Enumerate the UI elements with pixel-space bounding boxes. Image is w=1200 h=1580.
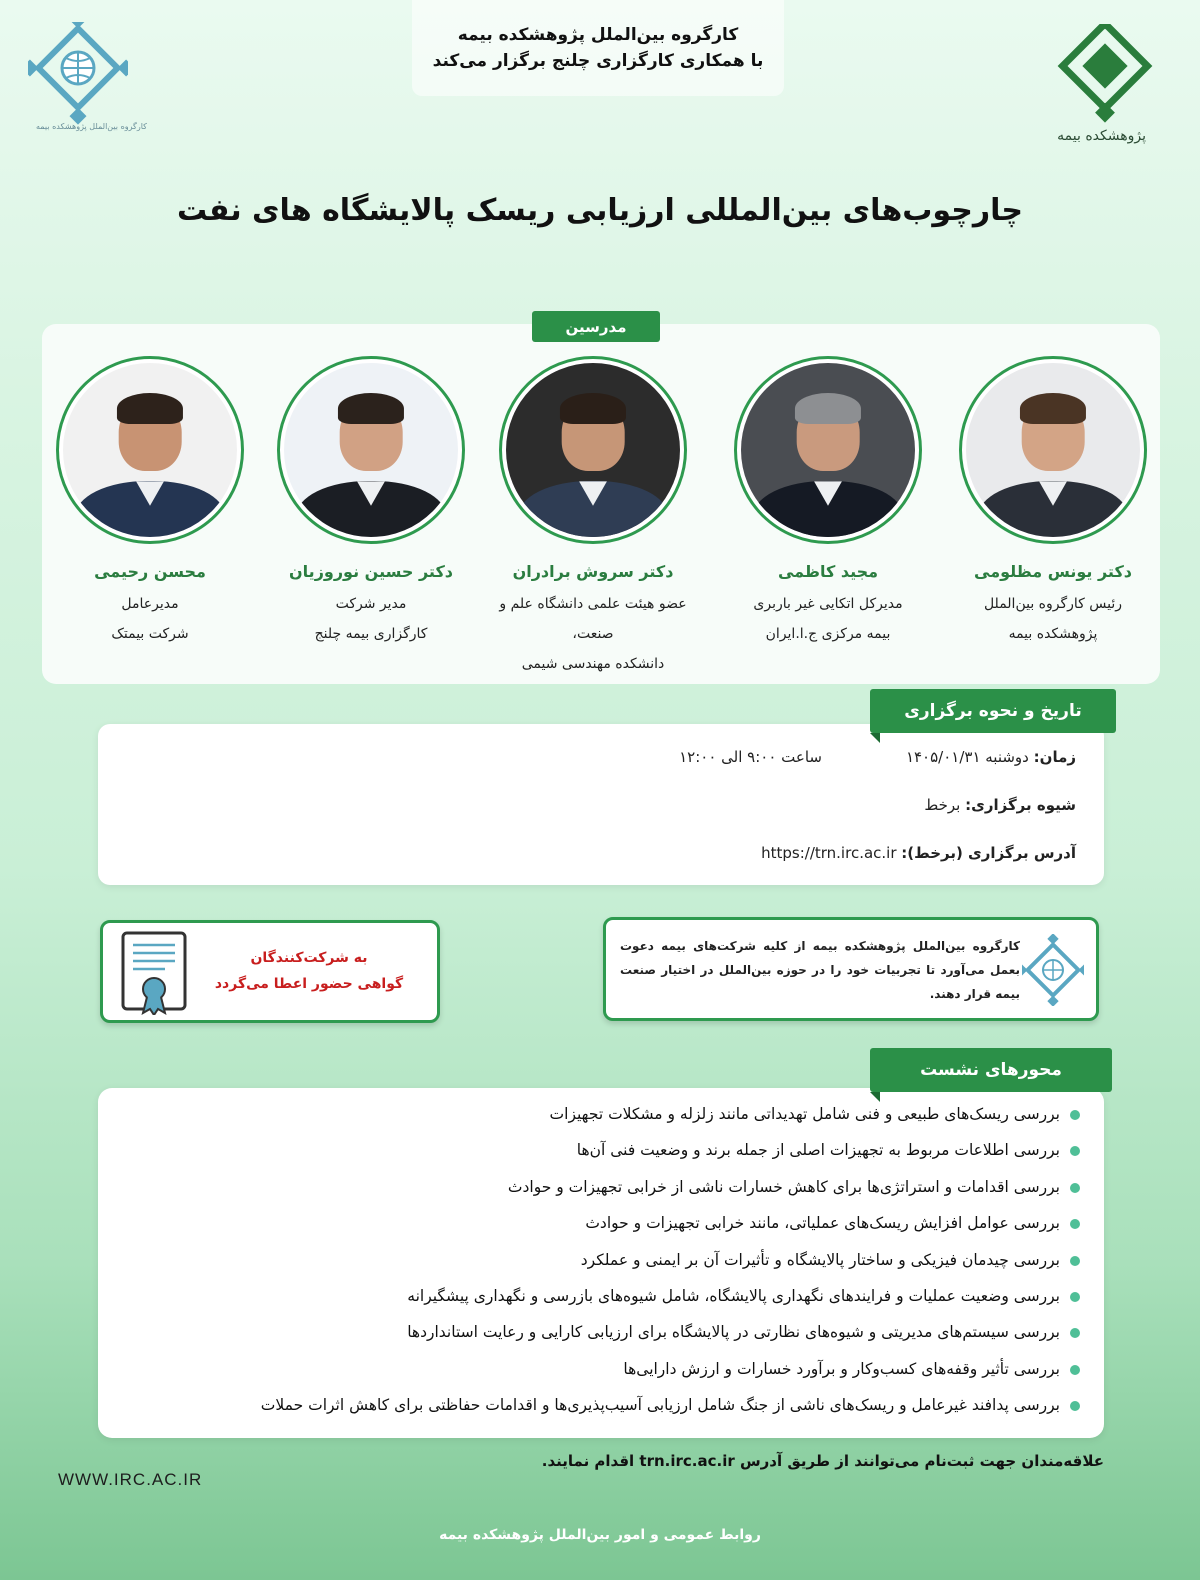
footer-credit: روابط عمومی و امور بین‌الملل پژوهشکده بیمه xyxy=(439,1527,761,1543)
method-value: برخط xyxy=(924,796,961,814)
instructors-label: مدرسین xyxy=(532,311,660,342)
list-item: بررسی ریسک‌های طبیعی و فنی شامل تهدیداتی مانند زلزله و مشکلات تجهیزات xyxy=(261,1096,1080,1132)
invitation-box xyxy=(603,917,1099,1021)
header-line-2: با همکاری کارگزاری چلنج برگزار می‌کند xyxy=(432,51,764,71)
bullet-icon xyxy=(1070,1292,1080,1302)
topics-card xyxy=(98,1088,1104,1438)
method-label: شیوه برگزاری: xyxy=(965,796,1076,814)
address-label: آدرس برگزاری (برخط): xyxy=(901,844,1076,862)
address-link[interactable]: https://trn.irc.ac.ir xyxy=(761,844,897,862)
speaker-organization: پژوهشکده بیمه xyxy=(1008,626,1098,642)
time-value: ساعت ۹:۰۰ الی ۱۲:۰۰ xyxy=(679,748,822,766)
speaker-photo xyxy=(734,356,922,544)
speaker-photo xyxy=(499,356,687,544)
speaker-role: مدیرکل اتکایی غیر باربری xyxy=(753,596,903,612)
page-title: چارچوب‌های بین‌المللی ارزیابی ریسک پالایشگاه های نفت xyxy=(177,193,1023,228)
certificate-line-2: گواهی حضور اعطا می‌گردد xyxy=(214,976,404,992)
header-banner xyxy=(412,0,784,96)
certificate-text xyxy=(209,945,409,997)
speaker-photo xyxy=(56,356,244,544)
list-item: بررسی اقدامات و استراتژی‌ها برای کاهش خسارات ناشی از خرابی تجهیزات و حوادث xyxy=(261,1169,1080,1205)
list-item: بررسی اطلاعات مربوط به تجهیزات اصلی از جمله برند و وضعیت فنی آن‌ها xyxy=(261,1132,1080,1168)
list-item: بررسی چیدمان فیزیکی و ساختار پالایشگاه و تأثیرات آن بر ایمنی و عملکرد xyxy=(261,1242,1080,1278)
speaker-role: مدیرعامل xyxy=(121,596,179,612)
bullet-icon xyxy=(1070,1219,1080,1229)
invitation-text: کارگروه بین‌الملل پژوهشکده بیمه از کلیه شرکت‌های بیمه دعوت بعمل می‌آورد تا تجربیات خود را در حوزه بین‌الملل در اختیار صنعت بیمه قرار دهند. xyxy=(620,939,1020,1001)
certificate-box xyxy=(100,920,440,1023)
research-institute-caption: پژوهشکده بیمه xyxy=(1057,128,1146,144)
list-item: بررسی تأثیر وقفه‌های کسب‌وکار و برآورد خسارات و ارزش دارایی‌ها xyxy=(261,1351,1080,1387)
schedule-card xyxy=(98,724,1104,885)
speaker-name: محسن رحیمی xyxy=(94,562,206,581)
topics-list xyxy=(261,1096,1080,1424)
date-value: دوشنبه ۱۴۰۵/۰۱/۳۱ xyxy=(905,748,1029,766)
time-row xyxy=(906,748,1076,766)
speaker-organization: دانشکده مهندسی شیمی xyxy=(521,656,665,672)
address-row xyxy=(761,844,1076,862)
speaker-card xyxy=(938,356,1168,649)
bullet-icon xyxy=(1070,1256,1080,1266)
certificate-icon xyxy=(119,929,189,1015)
bullet-icon xyxy=(1070,1183,1080,1193)
speaker-card xyxy=(713,356,943,649)
speaker-name: دکتر حسین نوروزیان xyxy=(289,562,453,581)
speaker-photo xyxy=(277,356,465,544)
speaker-organization: بیمه مرکزی ج.ا.ایران xyxy=(765,626,891,642)
certificate-line-1: به شرکت‌کنندگان xyxy=(250,950,368,966)
topics-label: محورهای نشست xyxy=(870,1048,1112,1092)
list-item: بررسی سیستم‌های مدیریتی و شیوه‌های نظارتی در پالایشگاه برای ارزیابی کارایی و رعایت استانداردها xyxy=(261,1314,1080,1350)
speaker-name: دکتر یونس مظلومی xyxy=(974,562,1132,581)
speaker-name: دکتر سروش برادران xyxy=(512,562,674,581)
international-group-logo-icon xyxy=(28,22,128,132)
speaker-role: رئیس کارگروه بین‌الملل xyxy=(983,596,1123,612)
speaker-photo xyxy=(959,356,1147,544)
speaker-role: مدیر شرکت xyxy=(335,596,407,612)
bullet-icon xyxy=(1070,1328,1080,1338)
time-label: زمان: xyxy=(1033,748,1076,766)
list-item: بررسی وضعیت عملیات و فرایندهای نگهداری پالایشگاه، شامل شیوه‌های بازرسی و نگهداری پیشگیرانه xyxy=(261,1278,1080,1314)
speaker-role: عضو هیئت علمی دانشگاه علم و صنعت، xyxy=(499,596,687,642)
registration-note: علاقه‌مندان جهت ثبت‌نام می‌توانند از طریق آدرس trn.irc.ac.ir اقدام نمایند. xyxy=(541,1452,1104,1470)
schedule-label: تاریخ و نحوه برگزاری xyxy=(870,689,1116,733)
speaker-name: مجید کاظمی xyxy=(777,562,879,581)
bullet-icon xyxy=(1070,1110,1080,1120)
bullet-icon xyxy=(1070,1401,1080,1411)
international-group-caption: کارگروه بین‌الملل پژوهشکده بیمه xyxy=(36,122,147,131)
speaker-card xyxy=(35,356,265,649)
header-line-1: کارگروه بین‌الملل پژوهشکده بیمه xyxy=(457,25,739,45)
list-item: بررسی پدافند غیرعامل و ریسک‌های ناشی از جنگ شامل ارزیابی آسیب‌پذیری‌ها و اقدامات حفاظتی برای کاهش اثرات حملات xyxy=(261,1387,1080,1423)
list-item: بررسی عوامل افزایش ریسک‌های عملیاتی، مانند خرابی تجهیزات و حوادث xyxy=(261,1205,1080,1241)
speaker-organization: کارگزاری بیمه چلنج xyxy=(314,626,428,642)
speaker-organization: شرکت بیمتک xyxy=(111,626,189,642)
method-row xyxy=(924,796,1076,814)
bullet-icon xyxy=(1070,1146,1080,1156)
speaker-card xyxy=(256,356,486,649)
website-link[interactable]: WWW.IRC.AC.IR xyxy=(58,1470,203,1489)
speaker-card xyxy=(478,356,708,679)
globe-logo-icon xyxy=(1022,934,1084,1006)
bullet-icon xyxy=(1070,1365,1080,1375)
